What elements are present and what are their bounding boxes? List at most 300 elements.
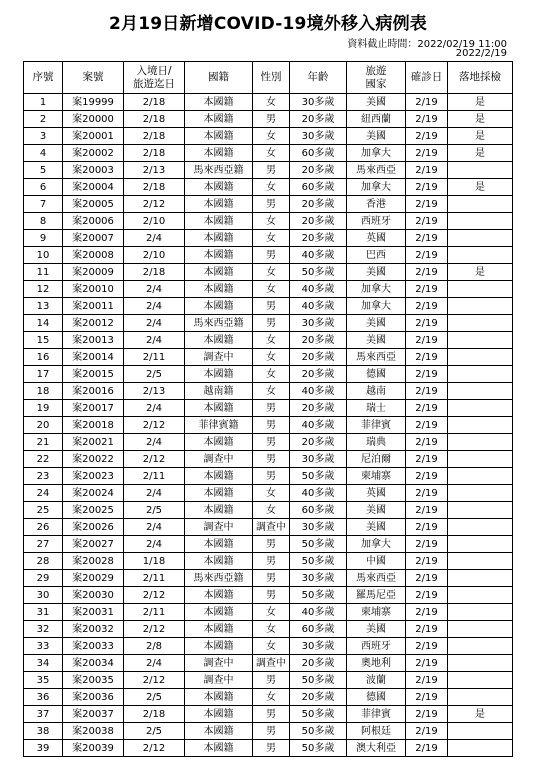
cell-case-id: 案20016	[63, 383, 124, 400]
cell-case-id: 案20013	[63, 332, 124, 349]
cell-airport-test: 是	[448, 706, 513, 723]
table-row	[24, 723, 513, 740]
cell-age: 20多歲	[290, 162, 347, 179]
cell-sex: 男	[253, 451, 290, 468]
table-row	[24, 451, 513, 468]
table-body	[24, 94, 513, 757]
cell-confirmed-date: 2/19	[406, 94, 448, 111]
cell-confirmed-date: 2/19	[406, 383, 448, 400]
cell-sex: 男	[253, 740, 290, 757]
cell-age: 20多歲	[290, 332, 347, 349]
cell-airport-test	[448, 553, 513, 570]
cell-travel-country: 瑞士	[347, 400, 406, 417]
cell-confirmed-date: 2/19	[406, 553, 448, 570]
cell-nationality: 調查中	[185, 672, 253, 689]
cell-entry-date: 2/13	[124, 162, 185, 179]
cell-age: 20多歲	[290, 400, 347, 417]
cell-nationality: 本國籍	[185, 740, 253, 757]
cell-age: 30多歲	[290, 94, 347, 111]
cell-index: 6	[24, 179, 63, 196]
cell-airport-test	[448, 689, 513, 706]
cell-sex: 男	[253, 298, 290, 315]
header-label: 確診日	[410, 71, 443, 83]
cell-case-id: 案20012	[63, 315, 124, 332]
cell-sex: 女	[253, 264, 290, 281]
cell-age: 20多歲	[290, 434, 347, 451]
cell-confirmed-date: 2/19	[406, 723, 448, 740]
cell-nationality: 本國籍	[185, 332, 253, 349]
cell-nationality: 本國籍	[185, 689, 253, 706]
cell-travel-country: 羅馬尼亞	[347, 587, 406, 604]
cell-travel-country: 西班牙	[347, 213, 406, 230]
cell-sex: 男	[253, 111, 290, 128]
cell-airport-test	[448, 740, 513, 757]
table-row	[24, 468, 513, 485]
cell-sex: 女	[253, 94, 290, 111]
cell-entry-date: 2/5	[124, 723, 185, 740]
col-age-header	[290, 62, 347, 94]
header-label: 旅遊	[365, 64, 387, 77]
cell-nationality: 菲律賓籍	[185, 417, 253, 434]
cell-confirmed-date: 2/19	[406, 570, 448, 587]
header-label: 入境日/	[136, 64, 172, 77]
table-row	[24, 434, 513, 451]
cell-case-id: 案20032	[63, 621, 124, 638]
cell-confirmed-date: 2/19	[406, 349, 448, 366]
table-row	[24, 298, 513, 315]
cell-confirmed-date: 2/19	[406, 111, 448, 128]
cell-airport-test	[448, 349, 513, 366]
cell-age: 30多歲	[290, 570, 347, 587]
cell-confirmed-date: 2/19	[406, 672, 448, 689]
cell-travel-country: 香港	[347, 196, 406, 213]
cell-airport-test: 是	[448, 145, 513, 162]
report-date: 2022/2/19	[455, 48, 507, 59]
cell-nationality: 本國籍	[185, 145, 253, 162]
cell-case-id: 案20008	[63, 247, 124, 264]
cell-sex: 男	[253, 196, 290, 213]
table-row	[24, 247, 513, 264]
cell-confirmed-date: 2/19	[406, 587, 448, 604]
cell-index: 27	[24, 536, 63, 553]
cell-travel-country: 菲律賓	[347, 417, 406, 434]
cell-airport-test	[448, 213, 513, 230]
cell-entry-date: 2/4	[124, 434, 185, 451]
cell-airport-test	[448, 196, 513, 213]
col-entry-date-header	[124, 62, 185, 94]
cell-index: 32	[24, 621, 63, 638]
cell-case-id: 案20003	[63, 162, 124, 179]
cell-nationality: 本國籍	[185, 485, 253, 502]
cell-age: 60多歲	[290, 179, 347, 196]
cell-airport-test	[448, 230, 513, 247]
cell-nationality: 本國籍	[185, 553, 253, 570]
cell-index: 15	[24, 332, 63, 349]
cell-confirmed-date: 2/19	[406, 366, 448, 383]
cell-travel-country: 柬埔寨	[347, 468, 406, 485]
cell-sex: 男	[253, 417, 290, 434]
cell-confirmed-date: 2/19	[406, 451, 448, 468]
cell-age: 20多歲	[290, 230, 347, 247]
cell-index: 24	[24, 485, 63, 502]
cell-sex: 男	[253, 570, 290, 587]
cell-entry-date: 2/11	[124, 349, 185, 366]
cell-entry-date: 2/4	[124, 298, 185, 315]
cell-age: 20多歲	[290, 196, 347, 213]
cell-entry-date: 2/18	[124, 94, 185, 111]
cell-index: 4	[24, 145, 63, 162]
col-airport-test-header	[448, 62, 513, 94]
cell-travel-country: 美國	[347, 264, 406, 281]
cell-airport-test: 是	[448, 264, 513, 281]
cell-case-id: 案20030	[63, 587, 124, 604]
cell-age: 20多歲	[290, 689, 347, 706]
cell-case-id: 案20037	[63, 706, 124, 723]
cell-airport-test: 是	[448, 94, 513, 111]
cell-age: 30多歲	[290, 315, 347, 332]
cell-entry-date: 2/4	[124, 230, 185, 247]
cell-sex: 男	[253, 315, 290, 332]
cell-index: 18	[24, 383, 63, 400]
cell-confirmed-date: 2/19	[406, 519, 448, 536]
cell-age: 30多歲	[290, 451, 347, 468]
cell-sex: 女	[253, 383, 290, 400]
cell-age: 40多歲	[290, 604, 347, 621]
cell-airport-test	[448, 281, 513, 298]
table-row	[24, 128, 513, 145]
cell-case-id: 案20025	[63, 502, 124, 519]
cell-entry-date: 2/18	[124, 128, 185, 145]
cell-entry-date: 2/12	[124, 672, 185, 689]
cell-confirmed-date: 2/19	[406, 230, 448, 247]
table-row	[24, 502, 513, 519]
cell-confirmed-date: 2/19	[406, 689, 448, 706]
table-row	[24, 315, 513, 332]
cell-entry-date: 2/12	[124, 740, 185, 757]
cell-age: 40多歲	[290, 298, 347, 315]
cell-confirmed-date: 2/19	[406, 128, 448, 145]
cell-age: 40多歲	[290, 485, 347, 502]
cell-travel-country: 澳大利亞	[347, 740, 406, 757]
cell-confirmed-date: 2/19	[406, 706, 448, 723]
cell-sex: 女	[253, 604, 290, 621]
cell-airport-test	[448, 298, 513, 315]
cell-age: 50多歲	[290, 706, 347, 723]
cell-age: 50多歲	[290, 587, 347, 604]
table-row	[24, 162, 513, 179]
cell-case-id: 案20004	[63, 179, 124, 196]
cell-sex: 女	[253, 145, 290, 162]
cell-entry-date: 2/4	[124, 655, 185, 672]
cell-entry-date: 1/18	[124, 553, 185, 570]
cell-index: 38	[24, 723, 63, 740]
cell-sex: 男	[253, 468, 290, 485]
cell-nationality: 馬來西亞籍	[185, 162, 253, 179]
cell-case-id: 案20018	[63, 417, 124, 434]
cell-sex: 男	[253, 587, 290, 604]
cell-nationality: 本國籍	[185, 128, 253, 145]
cell-index: 33	[24, 638, 63, 655]
cell-confirmed-date: 2/19	[406, 604, 448, 621]
cell-nationality: 本國籍	[185, 179, 253, 196]
cell-age: 30多歲	[290, 638, 347, 655]
cell-airport-test	[448, 468, 513, 485]
cell-sex: 男	[253, 706, 290, 723]
cell-airport-test	[448, 332, 513, 349]
cell-confirmed-date: 2/19	[406, 434, 448, 451]
cell-case-id: 案20033	[63, 638, 124, 655]
cell-airport-test	[448, 417, 513, 434]
cell-nationality: 本國籍	[185, 468, 253, 485]
cell-index: 20	[24, 417, 63, 434]
cell-sex: 男	[253, 536, 290, 553]
cell-case-id: 案20039	[63, 740, 124, 757]
cell-age: 20多歲	[290, 655, 347, 672]
cell-case-id: 案20028	[63, 553, 124, 570]
cell-airport-test	[448, 162, 513, 179]
cell-entry-date: 2/18	[124, 111, 185, 128]
table-row	[24, 417, 513, 434]
cell-index: 3	[24, 128, 63, 145]
cell-sex: 女	[253, 349, 290, 366]
cell-index: 35	[24, 672, 63, 689]
cell-index: 37	[24, 706, 63, 723]
cell-nationality: 本國籍	[185, 196, 253, 213]
cell-case-id: 案20035	[63, 672, 124, 689]
cell-case-id: 案20034	[63, 655, 124, 672]
cell-airport-test	[448, 366, 513, 383]
cell-travel-country: 英國	[347, 230, 406, 247]
cell-entry-date: 2/4	[124, 281, 185, 298]
table-row	[24, 383, 513, 400]
case-table	[23, 61, 513, 757]
cell-travel-country: 加拿大	[347, 298, 406, 315]
cell-entry-date: 2/11	[124, 570, 185, 587]
cell-confirmed-date: 2/19	[406, 264, 448, 281]
cell-index: 13	[24, 298, 63, 315]
cell-travel-country: 美國	[347, 128, 406, 145]
cell-age: 20多歲	[290, 213, 347, 230]
cell-sex: 男	[253, 434, 290, 451]
table-row	[24, 281, 513, 298]
cell-sex: 女	[253, 281, 290, 298]
cell-travel-country: 菲律賓	[347, 706, 406, 723]
header-label: 國籍	[208, 71, 229, 83]
cell-age: 40多歲	[290, 281, 347, 298]
cell-airport-test	[448, 400, 513, 417]
cell-nationality: 調查中	[185, 655, 253, 672]
cell-sex: 女	[253, 128, 290, 145]
cell-travel-country: 德國	[347, 689, 406, 706]
cell-case-id: 案20029	[63, 570, 124, 587]
cell-entry-date: 2/13	[124, 383, 185, 400]
table-row	[24, 94, 513, 111]
cell-entry-date: 2/10	[124, 247, 185, 264]
cell-age: 50多歲	[290, 264, 347, 281]
cell-nationality: 本國籍	[185, 247, 253, 264]
cell-sex: 男	[253, 247, 290, 264]
table-row	[24, 553, 513, 570]
cell-nationality: 調查中	[185, 451, 253, 468]
cell-index: 21	[24, 434, 63, 451]
cell-travel-country: 加拿大	[347, 281, 406, 298]
table-row	[24, 570, 513, 587]
cell-confirmed-date: 2/19	[406, 655, 448, 672]
cell-sex: 女	[253, 332, 290, 349]
cell-confirmed-date: 2/19	[406, 417, 448, 434]
cell-age: 40多歲	[290, 247, 347, 264]
cell-case-id: 案20002	[63, 145, 124, 162]
cell-entry-date: 2/12	[124, 417, 185, 434]
header-label: 落地採檢	[459, 71, 501, 83]
cell-airport-test: 是	[448, 128, 513, 145]
page-title: 2月19日新增COVID-19境外移入病例表	[109, 14, 427, 34]
cell-index: 1	[24, 94, 63, 111]
col-nationality-header	[185, 62, 253, 94]
cell-sex: 男	[253, 400, 290, 417]
cell-airport-test: 是	[448, 179, 513, 196]
cell-case-id: 案20031	[63, 604, 124, 621]
cell-sex: 男	[253, 723, 290, 740]
col-case-id-header	[63, 62, 124, 94]
cell-travel-country: 紐西蘭	[347, 111, 406, 128]
cell-confirmed-date: 2/19	[406, 145, 448, 162]
cell-travel-country: 美國	[347, 315, 406, 332]
cell-travel-country: 奧地利	[347, 655, 406, 672]
cell-travel-country: 西班牙	[347, 638, 406, 655]
cell-travel-country: 柬埔寨	[347, 604, 406, 621]
cell-entry-date: 2/18	[124, 264, 185, 281]
cell-travel-country: 美國	[347, 621, 406, 638]
table-row	[24, 621, 513, 638]
table-row	[24, 264, 513, 281]
cell-case-id: 案20014	[63, 349, 124, 366]
cell-entry-date: 2/4	[124, 485, 185, 502]
cell-case-id: 案20000	[63, 111, 124, 128]
cell-entry-date: 2/18	[124, 179, 185, 196]
cell-airport-test	[448, 519, 513, 536]
cell-sex: 男	[253, 162, 290, 179]
cell-case-id: 案20001	[63, 128, 124, 145]
cell-entry-date: 2/4	[124, 536, 185, 553]
cell-case-id: 案20011	[63, 298, 124, 315]
cell-entry-date: 2/12	[124, 451, 185, 468]
cell-case-id: 案20038	[63, 723, 124, 740]
cell-case-id: 案20021	[63, 434, 124, 451]
cell-index: 14	[24, 315, 63, 332]
cell-index: 8	[24, 213, 63, 230]
cell-case-id: 案20015	[63, 366, 124, 383]
cell-sex: 女	[253, 502, 290, 519]
cell-airport-test	[448, 655, 513, 672]
cell-confirmed-date: 2/19	[406, 468, 448, 485]
cell-confirmed-date: 2/19	[406, 638, 448, 655]
table-row	[24, 332, 513, 349]
cell-confirmed-date: 2/19	[406, 162, 448, 179]
cell-age: 50多歲	[290, 536, 347, 553]
table-row	[24, 672, 513, 689]
cell-sex: 女	[253, 638, 290, 655]
cell-travel-country: 英國	[347, 485, 406, 502]
table-row	[24, 400, 513, 417]
cell-travel-country: 波蘭	[347, 672, 406, 689]
cell-entry-date: 2/5	[124, 502, 185, 519]
col-confirmed-date-header	[406, 62, 448, 94]
cell-travel-country: 尼泊爾	[347, 451, 406, 468]
cell-travel-country: 加拿大	[347, 145, 406, 162]
cell-age: 40多歲	[290, 383, 347, 400]
header-label-line2: 國家	[365, 77, 387, 90]
cell-nationality: 本國籍	[185, 587, 253, 604]
cell-case-id: 案20007	[63, 230, 124, 247]
table-row	[24, 230, 513, 247]
cell-index: 5	[24, 162, 63, 179]
header-row	[24, 62, 513, 94]
cell-age: 20多歲	[290, 111, 347, 128]
cell-confirmed-date: 2/19	[406, 213, 448, 230]
cell-index: 9	[24, 230, 63, 247]
cell-sex: 調查中	[253, 655, 290, 672]
cell-confirmed-date: 2/19	[406, 740, 448, 757]
cell-index: 11	[24, 264, 63, 281]
cell-index: 19	[24, 400, 63, 417]
cell-confirmed-date: 2/19	[406, 502, 448, 519]
cell-travel-country: 馬來西亞	[347, 570, 406, 587]
cell-airport-test	[448, 502, 513, 519]
cell-nationality: 本國籍	[185, 400, 253, 417]
table-row	[24, 145, 513, 162]
cell-case-id: 案20022	[63, 451, 124, 468]
cell-nationality: 本國籍	[185, 94, 253, 111]
cell-nationality: 本國籍	[185, 298, 253, 315]
cell-travel-country: 加拿大	[347, 536, 406, 553]
cell-index: 29	[24, 570, 63, 587]
cell-sex: 女	[253, 485, 290, 502]
table-row	[24, 196, 513, 213]
cell-airport-test	[448, 451, 513, 468]
cell-confirmed-date: 2/19	[406, 485, 448, 502]
cell-age: 60多歲	[290, 145, 347, 162]
table-row	[24, 655, 513, 672]
cell-index: 28	[24, 553, 63, 570]
cell-airport-test	[448, 536, 513, 553]
cell-confirmed-date: 2/19	[406, 281, 448, 298]
cell-travel-country: 德國	[347, 366, 406, 383]
cell-case-id: 案20006	[63, 213, 124, 230]
cell-index: 25	[24, 502, 63, 519]
cell-confirmed-date: 2/19	[406, 315, 448, 332]
cell-age: 50多歲	[290, 672, 347, 689]
cell-airport-test	[448, 315, 513, 332]
cell-confirmed-date: 2/19	[406, 298, 448, 315]
cell-airport-test	[448, 587, 513, 604]
cell-confirmed-date: 2/19	[406, 400, 448, 417]
cell-confirmed-date: 2/19	[406, 179, 448, 196]
cell-nationality: 調查中	[185, 349, 253, 366]
table-row	[24, 519, 513, 536]
cell-travel-country: 阿根廷	[347, 723, 406, 740]
table-row	[24, 485, 513, 502]
cell-case-id: 案20017	[63, 400, 124, 417]
cell-nationality: 本國籍	[185, 536, 253, 553]
cell-confirmed-date: 2/19	[406, 621, 448, 638]
cell-confirmed-date: 2/19	[406, 332, 448, 349]
cell-case-id: 案20010	[63, 281, 124, 298]
cell-age: 60多歲	[290, 621, 347, 638]
cell-airport-test	[448, 383, 513, 400]
header-label: 年齡	[307, 71, 329, 83]
cell-case-id: 案20026	[63, 519, 124, 536]
